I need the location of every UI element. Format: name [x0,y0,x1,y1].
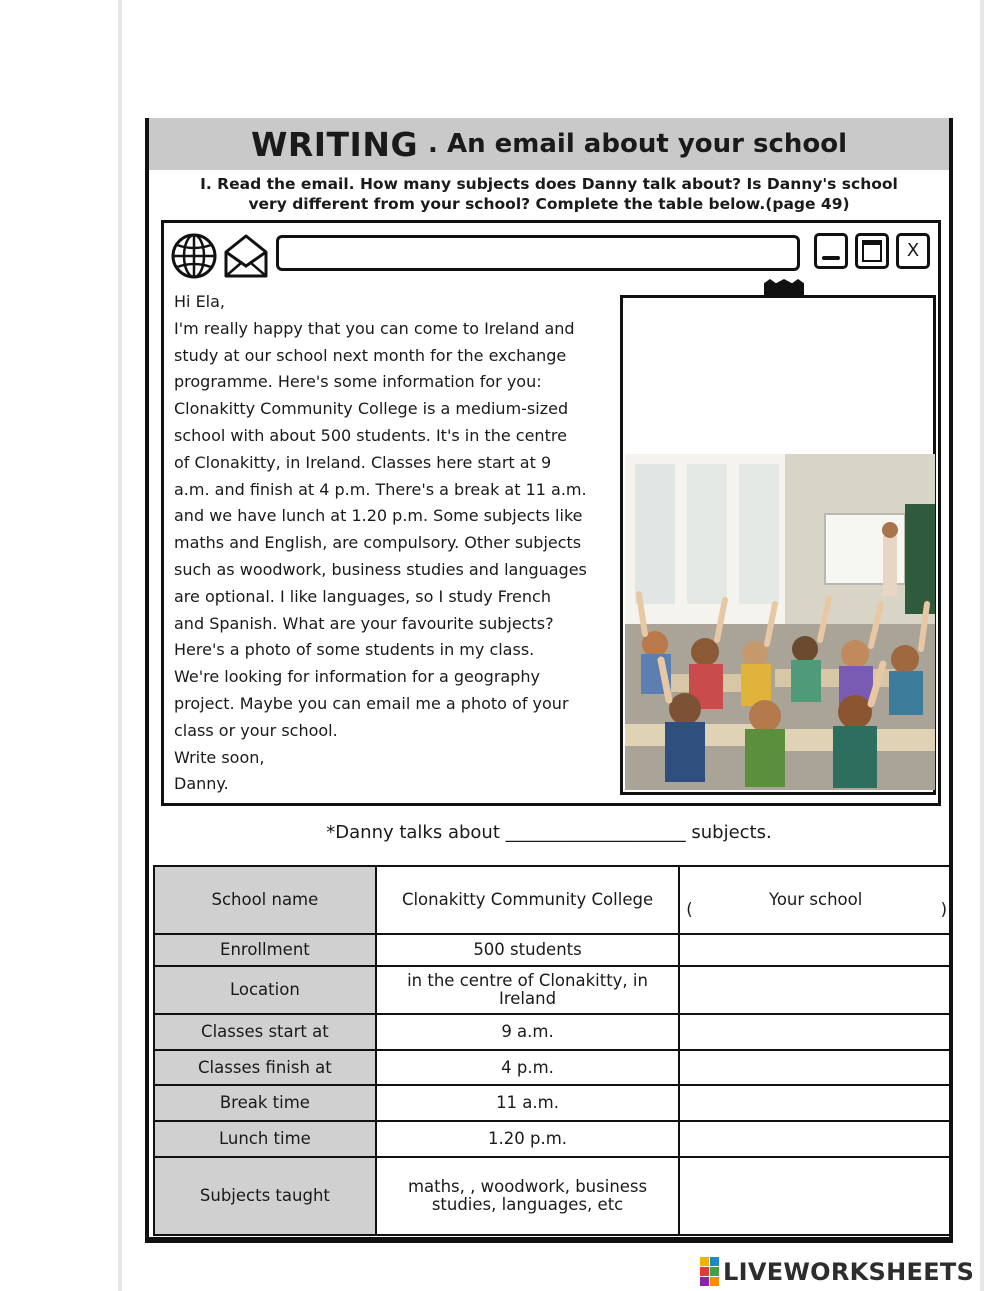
row-answer-cell[interactable] [679,966,952,1014]
email-line: a.m. and finish at 4 p.m. There's a break at 11 a.m. [174,479,587,499]
email-line: programme. Here's some information for you: [174,372,542,392]
email-line: I'm really happy that you can come to Ireland and [174,318,575,338]
school-name-label: School name [154,866,376,934]
email-line: such as woodwork, business studies and languages [174,559,587,579]
row-label: Classes start at [154,1014,376,1050]
row-value: 11 a.m. [376,1085,680,1121]
close-paren: ) [940,900,947,919]
row-label: Enrollment [154,934,376,966]
email-line: Danny. [174,774,229,794]
comparison-table [153,865,953,1236]
row-value: 500 students [376,934,680,966]
table-row [154,934,952,966]
logo-text: LIVEWORKSHEETS [723,1257,975,1286]
instructions-line-1: I. Read the email. How many subjects does Danny talk about? Is Danny's school [200,175,898,193]
logo-icon [700,1257,719,1286]
maximize-button[interactable] [855,233,889,269]
email-line: maths and English, are compulsory. Other subjects [174,533,582,553]
minimize-button[interactable] [814,233,848,269]
email-line: are optional. I like languages, so I study French [174,586,551,606]
address-bar[interactable] [276,235,800,271]
liveworksheets-logo [700,1257,974,1286]
row-label: Location [154,966,376,1014]
row-label: Break time [154,1085,376,1121]
page-edge-right [980,0,984,1291]
row-answer-cell[interactable] [679,1050,952,1085]
photo-frame [620,295,936,795]
email-line: We're looking for information for a geography [174,667,540,687]
email-line: class or your school. [174,720,338,740]
email-window [161,220,941,806]
email-line: and we have lunch at 1.20 p.m. Some subjects like [174,506,583,526]
open-paren: ( [686,900,693,919]
row-label: Classes finish at [154,1050,376,1085]
email-line: Write soon, [174,747,265,767]
table-row [154,1050,952,1085]
row-label: Lunch time [154,1121,376,1157]
instructions [149,174,949,214]
row-label: Subjects taught [154,1157,376,1235]
worksheet [145,118,953,1243]
page-edge-left [118,0,122,1291]
email-line: of Clonakitty, in Ireland. Classes here start at 9 [174,452,552,472]
table-header-row [154,866,952,934]
your-school-name-cell[interactable] [679,866,952,934]
row-answer-cell[interactable] [679,934,952,966]
row-answer-cell[interactable] [679,1121,952,1157]
email-line: study at our school next month for the exchange [174,345,567,365]
email-body [174,289,614,798]
question-suffix: subjects. [691,822,772,843]
row-answer-cell[interactable] [679,1085,952,1121]
worksheet-header [149,118,949,170]
globe-icon [170,232,218,284]
your-school-title: Your school [768,890,863,909]
header-title: WRITING [250,124,419,164]
email-line: and Spanish. What are your favourite subjects? [174,613,554,633]
close-button[interactable]: X [896,233,930,269]
email-line: Clonakitty Community College is a medium-sized [174,399,569,419]
email-line: school with about 500 students. It's in the centre [174,425,567,445]
classroom-photo [625,454,935,790]
minimize-icon [822,256,840,260]
instructions-line-2: very different from your school? Complete the table below.(page 49) [248,195,850,213]
question-prefix: *Danny talks about [326,822,500,843]
danny-school-name: Clonakitty Community College [376,866,680,934]
email-line: Here's a photo of some students in my class. [174,640,535,660]
row-value: 4 p.m. [376,1050,680,1085]
table-row [154,1121,952,1157]
subjects-question [149,822,949,843]
email-line: project. Maybe you can email me a photo of your [174,693,569,713]
row-value: 9 a.m. [376,1014,680,1050]
table-row [154,1085,952,1121]
maximize-icon [862,240,882,262]
table-row [154,966,952,1014]
table-row [154,1014,952,1050]
row-answer-cell[interactable] [679,1014,952,1050]
subjects-blank[interactable]: ____________________ [505,822,686,843]
email-line: Hi Ela, [174,292,226,311]
row-answer-cell[interactable] [679,1157,952,1235]
table-row [154,1157,952,1235]
envelope-icon [222,232,270,284]
header-subtitle: . An email about your school [428,129,848,159]
row-value: in the centre of Clonakitty, in Ireland [376,966,680,1014]
row-value: 1.20 p.m. [376,1121,680,1157]
row-value: maths, , woodwork, business studies, languages, etc [376,1157,680,1235]
